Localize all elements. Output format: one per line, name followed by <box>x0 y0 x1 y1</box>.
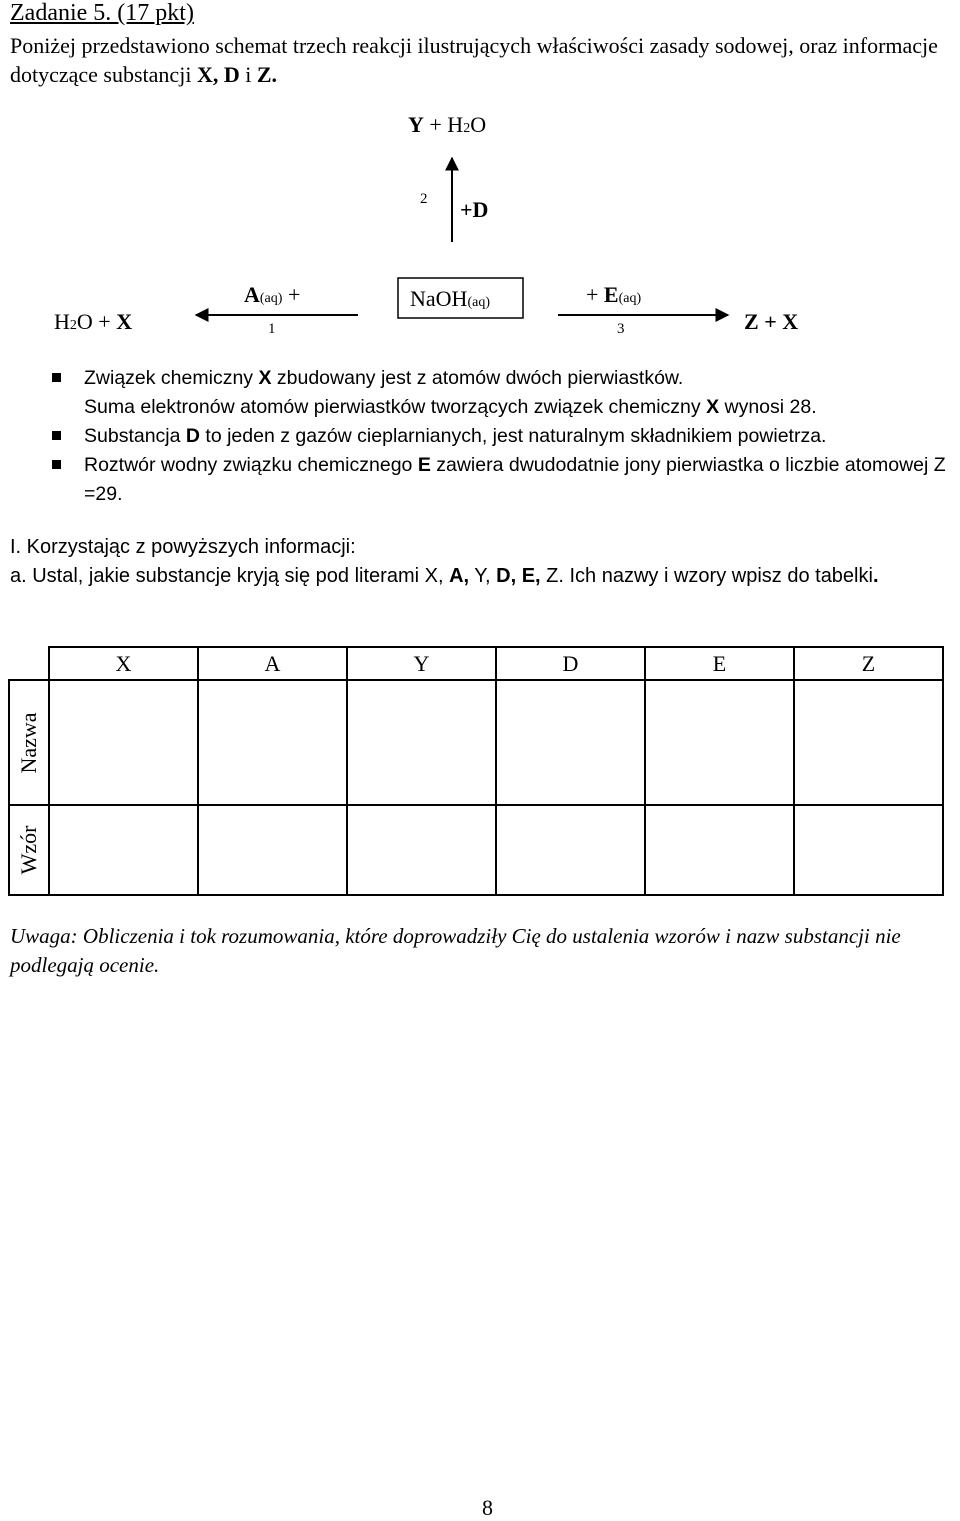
task-title: Zadanie 5. (17 pkt) <box>10 0 194 26</box>
answer-cell-wzor-y[interactable] <box>347 805 496 895</box>
arrow-2-number: 2 <box>420 191 428 207</box>
answer-cell-wzor-z[interactable] <box>794 805 943 895</box>
list-item: Substancja D to jeden z gazów cieplarnianych, jest naturalnym składnikiem powietrza. <box>52 422 957 451</box>
answer-cell-wzor-d[interactable] <box>496 805 645 895</box>
answer-cell-wzor-x[interactable] <box>49 805 198 895</box>
answer-cell-nazwa-z[interactable] <box>794 680 943 805</box>
answer-cell-wzor-e[interactable] <box>645 805 794 895</box>
naoh-label: NaOH(aq) <box>410 286 490 311</box>
answer-cell-nazwa-e[interactable] <box>645 680 794 805</box>
answer-table <box>8 646 944 896</box>
arrow-3-number: 3 <box>617 321 625 337</box>
product-water-x: H2O + X <box>54 309 133 334</box>
question-line-1: I. Korzystając z powyższych informacji: <box>10 536 356 558</box>
question-line-2: a. Ustal, jakie substancje kryją się pod literami X, A, Y, D, E, Z. Ich nazwy i wzory wpisz do tabelki. <box>10 565 879 587</box>
reagent-e: + E(aq) <box>586 282 642 307</box>
list-item-continued: Suma elektronów atomów pierwiastków tworzących związek chemiczny X wynosi 28. <box>84 396 817 418</box>
intro-x-d: X, D <box>196 62 240 87</box>
answer-cell-nazwa-a[interactable] <box>198 680 347 805</box>
intro-z: Z. <box>256 62 278 87</box>
intro-conj: i <box>239 62 257 87</box>
answer-cell-nazwa-y[interactable] <box>347 680 496 805</box>
corner-cell <box>9 647 49 680</box>
bullet-icon <box>52 373 61 382</box>
question-text <box>10 533 950 591</box>
note-text: Uwaga: Obliczenia i tok rozumowania, które doprowadziły Cię do ustalenia wzorów i nazw substancji nie podlegają ocenie. <box>10 924 901 977</box>
answer-cell-nazwa-x[interactable] <box>49 680 198 805</box>
product-y-water: Y + H2O <box>408 112 487 137</box>
substance-info-list <box>52 364 957 509</box>
table-header-row <box>9 647 943 680</box>
table-row <box>9 805 943 895</box>
answer-cell-nazwa-d[interactable] <box>496 680 645 805</box>
column-header-d: D <box>496 647 645 680</box>
bullet-icon <box>52 460 61 469</box>
row-label-nazwa: Nazwa <box>9 680 49 805</box>
intro-text: Poniżej przedstawiono schemat trzech reakcji ilustrujących właściwości zasady sodowej, oraz informacje dotyczące substancji <box>10 33 938 87</box>
row-label-wzor: Wzór <box>9 805 49 895</box>
table-row <box>9 680 943 805</box>
arrow-2-reagent: +D <box>460 197 489 222</box>
page-number: 8 <box>482 1495 493 1520</box>
list-item: Roztwór wodny związku chemicznego E zawiera dwudodatnie jony pierwiastka o liczbie atomowej Z =29. <box>52 451 957 509</box>
product-z-x: Z + X <box>744 309 799 334</box>
column-header-y: Y <box>347 647 496 680</box>
answer-cell-wzor-a[interactable] <box>198 805 347 895</box>
column-header-z: Z <box>794 647 943 680</box>
bullet-icon <box>52 431 61 440</box>
column-header-a: A <box>198 647 347 680</box>
reagent-a: A(aq) + <box>244 282 301 307</box>
column-header-x: X <box>49 647 198 680</box>
column-header-e: E <box>645 647 794 680</box>
list-item: Związek chemiczny X zbudowany jest z atomów dwóch pierwiastków. <box>52 364 957 393</box>
arrow-1-number: 1 <box>268 321 276 337</box>
